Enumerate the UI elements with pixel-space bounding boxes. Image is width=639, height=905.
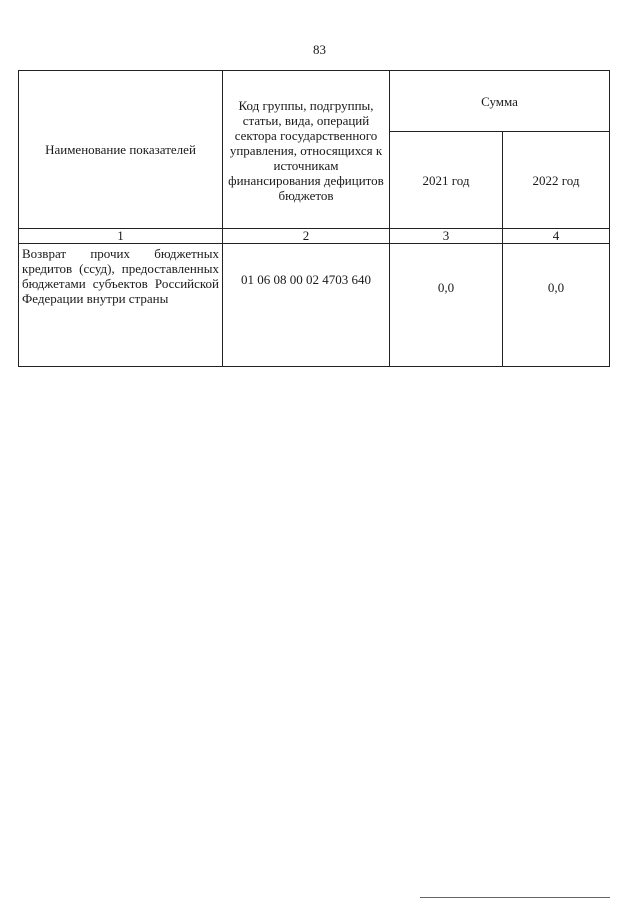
table-row <box>19 244 610 367</box>
header-sum: Сумма <box>390 71 610 132</box>
footer-divider <box>420 897 610 898</box>
row-value-2021: 0,0 <box>390 244 503 367</box>
header-name: Наименование показателей <box>19 71 223 229</box>
column-numbers-row <box>19 229 610 244</box>
column-number-2: 2 <box>223 229 390 244</box>
row-code: 01 06 08 00 02 4703 640 <box>223 244 390 367</box>
header-year-2022: 2022 год <box>503 132 610 229</box>
row-name: Возврат прочих бюджетных кредитов (ссуд), предоставленных бюджетами субъектов Российской Федерации внутри страны <box>19 244 223 367</box>
page-number: 83 <box>313 42 326 57</box>
financing-sources-table <box>18 70 610 367</box>
table-header-row <box>19 71 610 132</box>
header-code: Код группы, подгруппы, статьи, вида, операций сектора государственного управления, относящихся к источникам финансирования дефицитов бюджетов <box>223 71 390 229</box>
column-number-1: 1 <box>19 229 223 244</box>
column-number-4: 4 <box>503 229 610 244</box>
header-year-2021: 2021 год <box>390 132 503 229</box>
row-value-2022: 0,0 <box>503 244 610 367</box>
column-number-3: 3 <box>390 229 503 244</box>
